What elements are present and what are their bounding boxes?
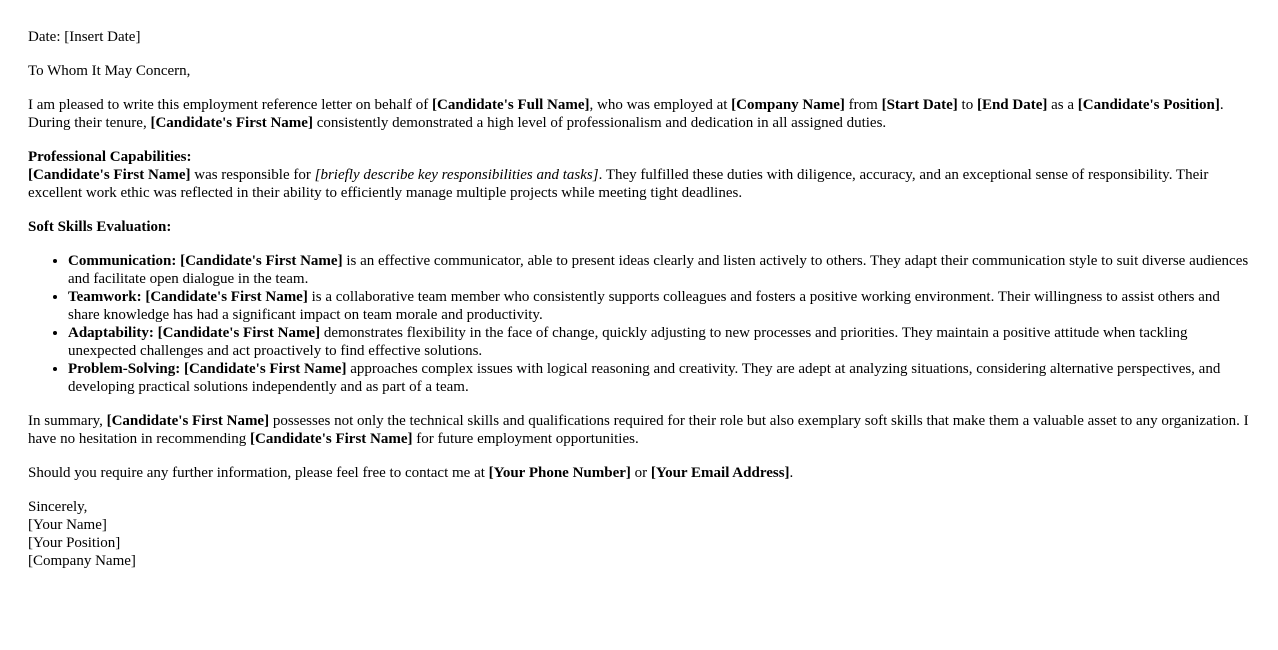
phone-number: [Your Phone Number] bbox=[488, 465, 631, 481]
soft-skills-heading-text: Soft Skills Evaluation: bbox=[28, 219, 172, 235]
skill-text: is an effective communicator, able to present ideas clearly and listen actively to others. They adapt their communication style to suit diverse audiences and facilitate open dialogue in the team. bbox=[68, 253, 1249, 287]
skill-text: demonstrates flexibility in the face of change, quickly adjusting to new processes and priorities. They maintain a positive attitude when tackling unexpected challenges and act proactively to find effective solutions. bbox=[68, 325, 1188, 359]
salutation: To Whom It May Concern, bbox=[28, 63, 191, 79]
candidate-first-name: [Candidate's First Name] bbox=[180, 253, 343, 269]
skill-label: Teamwork: bbox=[68, 289, 142, 305]
intro-text-1: I am pleased to write this employment reference letter on behalf of bbox=[28, 97, 433, 113]
signer-company: [Company Name] bbox=[28, 553, 136, 569]
summary-text-2: possesses not only the technical skills and qualifications required for their role but also exemplary soft skills that make them a valuable asset to any organization. I have no hesitation in recommending bbox=[28, 413, 1249, 447]
company-name: [Company Name] bbox=[731, 97, 845, 113]
soft-skills-heading bbox=[28, 218, 1253, 236]
candidate-first-name: [Candidate's First Name] bbox=[157, 325, 321, 341]
candidate-first-name: [Candidate's First Name] bbox=[183, 361, 347, 377]
candidate-first-name: [Candidate's First Name] bbox=[106, 413, 270, 429]
contact-text-3: . bbox=[789, 465, 794, 481]
responsibilities-placeholder: [briefly describe key responsibilities and tasks] bbox=[314, 167, 599, 183]
list-item-problem-solving bbox=[68, 360, 1253, 396]
skill-label: Adaptability: bbox=[68, 325, 154, 341]
soft-skills-list bbox=[28, 252, 1253, 396]
contact-text-2: or bbox=[630, 465, 651, 481]
intro-text-3: from bbox=[844, 97, 882, 113]
contact-text-1: Should you require any further information, please feel free to contact me at bbox=[28, 465, 489, 481]
intro-text-4: to bbox=[957, 97, 977, 113]
skill-label: Communication: bbox=[68, 253, 177, 269]
candidate-first-name: [Candidate's First Name] bbox=[150, 115, 313, 131]
professional-text-2: . They fulfilled these duties with diligence, accuracy, and an exceptional sense of responsibility. Their excellent work ethic was reflected in their ability to efficiently manage multiple projects while meeting tight deadlines. bbox=[28, 167, 1209, 201]
professional-paragraph bbox=[28, 148, 1253, 202]
closing: Sincerely, bbox=[28, 499, 88, 515]
list-item-adaptability bbox=[68, 324, 1253, 360]
reference-letter bbox=[28, 28, 1253, 570]
candidate-full-name: [Candidate's Full Name] bbox=[432, 97, 590, 113]
intro-paragraph bbox=[28, 96, 1253, 132]
intro-text-5: as a bbox=[1047, 97, 1078, 113]
candidate-first-name: [Candidate's First Name] bbox=[28, 167, 191, 183]
professional-text-1: was responsible for bbox=[190, 167, 315, 183]
intro-text-2: , who was employed at bbox=[589, 97, 732, 113]
candidate-position: [Candidate's Position] bbox=[1077, 97, 1220, 113]
list-item-communication bbox=[68, 252, 1253, 288]
end-date: [End Date] bbox=[976, 97, 1048, 113]
intro-text-6: . During their tenure, bbox=[28, 97, 1224, 131]
contact-paragraph bbox=[28, 464, 1253, 482]
signer-name: [Your Name] bbox=[28, 517, 107, 533]
skill-text: approaches complex issues with logical reasoning and creativity. They are adept at analyzing situations, considering alternative perspectives, and developing practical solutions independently and as part of a team. bbox=[68, 361, 1221, 395]
candidate-first-name: [Candidate's First Name] bbox=[250, 431, 413, 447]
email-address: [Your Email Address] bbox=[650, 465, 790, 481]
skill-label: Problem-Solving: bbox=[68, 361, 181, 377]
skill-text: is a collaborative team member who consistently supports colleagues and fosters a positive working environment. Their willingness to assist others and share knowledge has had a significant impact on team morale and productivity. bbox=[68, 289, 1220, 323]
start-date: [Start Date] bbox=[881, 97, 958, 113]
date-line: Date: [Insert Date] bbox=[28, 29, 141, 45]
summary-text-3: for future employment opportunities. bbox=[412, 431, 639, 447]
professional-heading: Professional Capabilities: bbox=[28, 149, 192, 165]
signer-position: [Your Position] bbox=[28, 535, 121, 551]
intro-text-7: consistently demonstrated a high level of professionalism and dedication in all assigned duties. bbox=[312, 115, 887, 131]
candidate-first-name: [Candidate's First Name] bbox=[145, 289, 308, 305]
signoff-block bbox=[28, 498, 1253, 570]
list-item-teamwork bbox=[68, 288, 1253, 324]
summary-paragraph bbox=[28, 412, 1253, 448]
summary-text-1: In summary, bbox=[28, 413, 107, 429]
